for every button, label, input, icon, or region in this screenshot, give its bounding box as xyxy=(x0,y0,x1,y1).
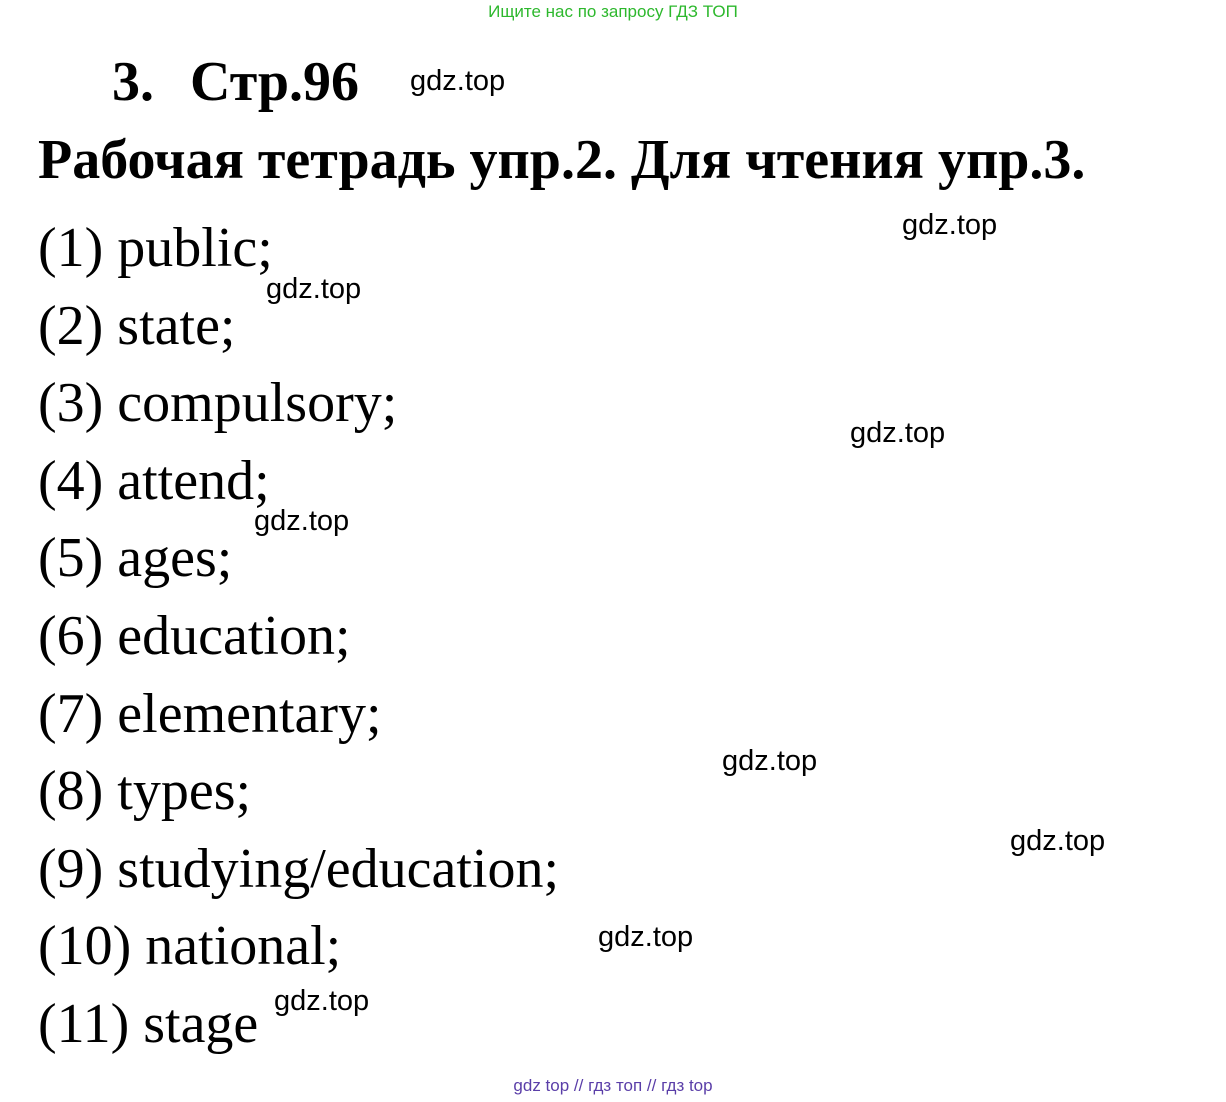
watermark: gdz.top xyxy=(722,745,818,777)
watermark: gdz.top xyxy=(850,417,946,449)
answer-item-11: (11) stage xyxy=(38,992,259,1055)
answer-item-1: (1) public; xyxy=(38,217,273,279)
watermark: gdz.top xyxy=(410,65,506,97)
page-reference: Стр.96 xyxy=(190,51,360,113)
exercise-subtitle: Рабочая тетрадь упр.2. Для чтения упр.3. xyxy=(38,129,1086,191)
watermark: gdz.top xyxy=(274,985,370,1017)
watermark: gdz.top xyxy=(1010,825,1106,857)
footer-caption: gdz top // гдз топ // гдз top xyxy=(513,1076,713,1095)
search-banner: Ищите нас по запросу ГДЗ ТОП xyxy=(488,2,738,21)
answer-item-5: (5) ages; xyxy=(38,527,233,590)
watermark: gdz.top xyxy=(266,273,362,305)
exercise-number: 3. xyxy=(112,51,154,113)
answer-item-8: (8) types; xyxy=(38,760,252,823)
answer-item-6: (6) education; xyxy=(38,604,351,667)
watermark: gdz.top xyxy=(902,209,998,241)
answer-item-3: (3) compulsory; xyxy=(38,372,398,435)
watermark: gdz.top xyxy=(598,921,694,953)
answer-item-10: (10) national; xyxy=(38,915,342,978)
answer-item-9: (9) studying/education; xyxy=(38,837,560,900)
answer-item-7: (7) elementary; xyxy=(38,682,382,745)
answer-list xyxy=(38,210,559,1064)
answer-item-2: (2) state; xyxy=(38,294,236,357)
answer-item-4: (4) attend; xyxy=(38,449,270,512)
watermark: gdz.top xyxy=(254,505,350,537)
